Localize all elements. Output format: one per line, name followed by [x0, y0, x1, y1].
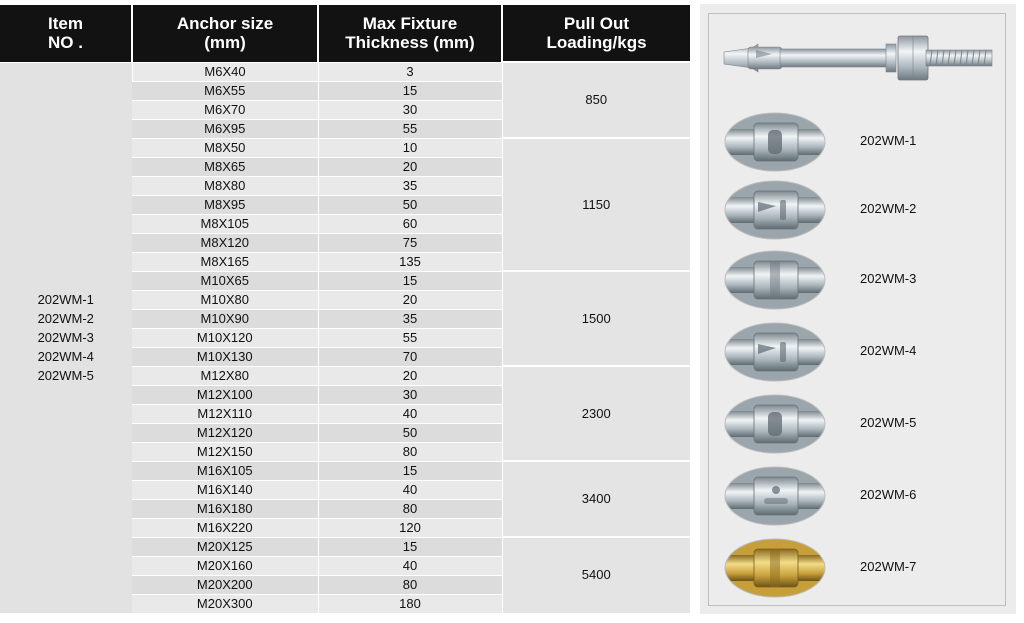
table-header-row — [0, 5, 690, 62]
anchor-size-cell: M10X90 — [132, 309, 318, 328]
anchor-size-cell: M20X125 — [132, 537, 318, 556]
max-fixture-thickness-cell: 30 — [318, 385, 502, 404]
product-photo-panel — [700, 4, 1016, 614]
anchor-size-cell: M16X140 — [132, 480, 318, 499]
pull-out-loading-cell: 1500 — [502, 271, 690, 366]
table-row — [0, 62, 690, 81]
max-fixture-thickness-cell: 3 — [318, 62, 502, 81]
max-fixture-thickness-cell: 80 — [318, 575, 502, 594]
anchor-size-cell: M12X80 — [132, 366, 318, 385]
anchor-variant — [724, 250, 1014, 310]
item-number: 202WM-1 — [37, 292, 94, 307]
item-number: 202WM-4 — [37, 349, 94, 364]
max-fixture-thickness-cell: 15 — [318, 461, 502, 480]
max-fixture-thickness-cell: 20 — [318, 290, 502, 309]
pull-out-loading-cell: 850 — [502, 62, 690, 138]
max-fixture-thickness-cell: 20 — [318, 157, 502, 176]
anchor-thumbnail — [724, 394, 826, 454]
variant-label: 202WM-5 — [860, 415, 917, 430]
max-fixture-thickness-cell: 40 — [318, 480, 502, 499]
max-fixture-thickness-cell: 80 — [318, 442, 502, 461]
item-number: 202WM-3 — [37, 330, 94, 345]
anchor-size-cell: M8X165 — [132, 252, 318, 271]
anchor-size-cell: M16X220 — [132, 518, 318, 537]
max-fixture-thickness-cell: 30 — [318, 100, 502, 119]
spec-table — [0, 5, 690, 613]
max-fixture-thickness-cell: 20 — [318, 366, 502, 385]
max-fixture-thickness-cell: 60 — [318, 214, 502, 233]
anchor-size-cell: M10X65 — [132, 271, 318, 290]
max-fixture-thickness-cell: 135 — [318, 252, 502, 271]
anchor-size-cell: M16X105 — [132, 461, 318, 480]
variant-label: 202WM-4 — [860, 343, 917, 358]
max-fixture-thickness-cell: 55 — [318, 328, 502, 347]
pull-out-loading-cell: 2300 — [502, 366, 690, 461]
max-fixture-thickness-cell: 120 — [318, 518, 502, 537]
anchor-size-cell: M8X65 — [132, 157, 318, 176]
variant-label: 202WM-7 — [860, 559, 917, 574]
anchor-variant — [724, 112, 1014, 172]
header-item-no: Item NO . — [0, 5, 132, 62]
table-body — [0, 62, 690, 613]
anchor-size-cell: M12X150 — [132, 442, 318, 461]
max-fixture-thickness-cell: 40 — [318, 556, 502, 575]
item-number-cell — [0, 62, 132, 613]
anchor-size-cell: M10X80 — [132, 290, 318, 309]
max-fixture-thickness-cell: 50 — [318, 195, 502, 214]
max-fixture-thickness-cell: 180 — [318, 594, 502, 613]
anchor-size-cell: M16X180 — [132, 499, 318, 518]
anchor-size-cell: M6X55 — [132, 81, 318, 100]
anchor-size-cell: M6X70 — [132, 100, 318, 119]
anchor-size-cell: M10X120 — [132, 328, 318, 347]
anchor-size-cell: M6X95 — [132, 119, 318, 138]
anchor-variant — [724, 538, 1014, 598]
header-max-fixture-thickness: Max Fixture Thickness (mm) — [318, 5, 502, 62]
max-fixture-thickness-cell: 50 — [318, 423, 502, 442]
item-number: 202WM-2 — [37, 311, 94, 326]
pull-out-loading-cell: 1150 — [502, 138, 690, 271]
anchor-variant — [724, 466, 1014, 526]
pull-out-loading-cell: 3400 — [502, 461, 690, 537]
anchor-size-cell: M20X300 — [132, 594, 318, 613]
anchor-thumbnail — [724, 250, 826, 310]
max-fixture-thickness-cell: 15 — [318, 271, 502, 290]
max-fixture-thickness-cell: 80 — [318, 499, 502, 518]
anchor-size-cell: M8X80 — [132, 176, 318, 195]
anchor-size-cell: M8X105 — [132, 214, 318, 233]
header-anchor-size: Anchor size (mm) — [132, 5, 318, 62]
max-fixture-thickness-cell: 70 — [318, 347, 502, 366]
anchor-size-cell: M20X200 — [132, 575, 318, 594]
anchor-thumbnail — [724, 112, 826, 172]
anchor-size-cell: M20X160 — [132, 556, 318, 575]
max-fixture-thickness-cell: 35 — [318, 309, 502, 328]
anchor-size-cell: M12X120 — [132, 423, 318, 442]
max-fixture-thickness-cell: 55 — [318, 119, 502, 138]
anchor-thumbnail — [724, 466, 826, 526]
max-fixture-thickness-cell: 15 — [318, 81, 502, 100]
anchor-size-cell: M8X50 — [132, 138, 318, 157]
max-fixture-thickness-cell: 40 — [318, 404, 502, 423]
anchor-thumbnail — [724, 180, 826, 240]
anchor-variant — [724, 180, 1014, 240]
pull-out-loading-cell: 5400 — [502, 537, 690, 613]
item-number: 202WM-5 — [37, 368, 94, 383]
anchor-size-cell: M10X130 — [132, 347, 318, 366]
anchor-variant — [724, 322, 1014, 382]
anchor-variant — [724, 394, 1014, 454]
variant-label: 202WM-6 — [860, 487, 917, 502]
max-fixture-thickness-cell: 75 — [318, 233, 502, 252]
anchor-size-cell: M12X100 — [132, 385, 318, 404]
variant-label: 202WM-2 — [860, 201, 917, 216]
anchor-size-cell: M8X120 — [132, 233, 318, 252]
max-fixture-thickness-cell: 10 — [318, 138, 502, 157]
anchor-size-cell: M8X95 — [132, 195, 318, 214]
anchor-thumbnail — [724, 322, 826, 382]
variant-label: 202WM-1 — [860, 133, 917, 148]
anchor-size-cell: M6X40 — [132, 62, 318, 81]
anchor-size-cell: M12X110 — [132, 404, 318, 423]
max-fixture-thickness-cell: 15 — [318, 537, 502, 556]
anchor-thumbnail — [724, 538, 826, 598]
variant-label: 202WM-3 — [860, 271, 917, 286]
max-fixture-thickness-cell: 35 — [318, 176, 502, 195]
wedge-anchor-bolt-image — [718, 22, 996, 94]
header-pull-out-loading: Pull Out Loading/kgs — [502, 5, 690, 62]
